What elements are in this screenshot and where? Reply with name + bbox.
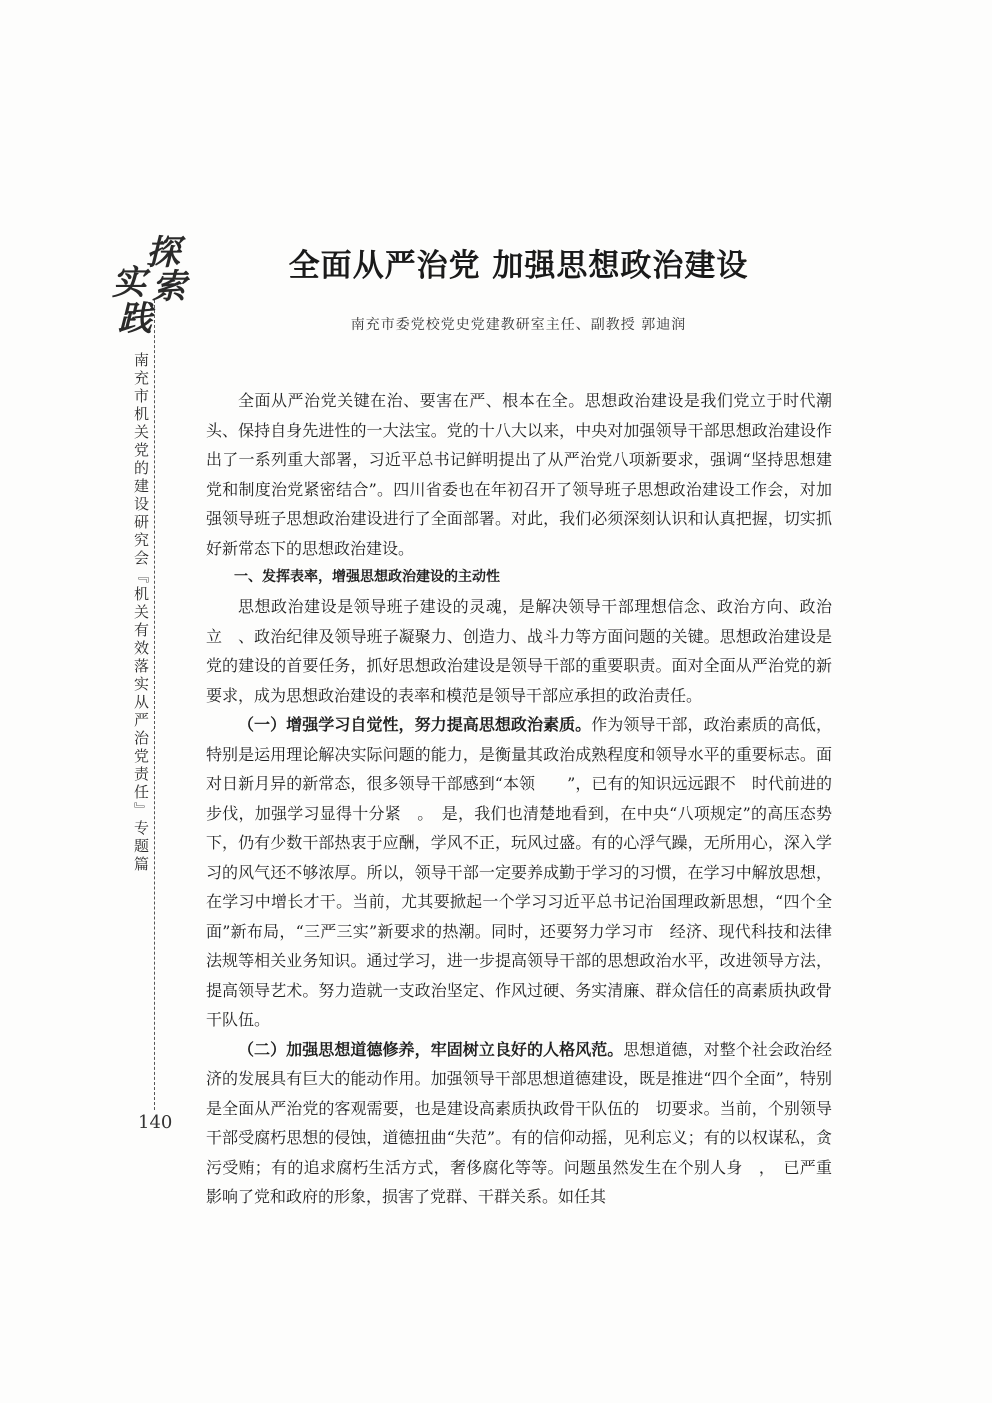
page-number: 140 <box>138 1112 173 1133</box>
brand-char-3: 实 <box>112 263 146 303</box>
brand-char-1: 探 <box>146 233 180 273</box>
subsection-2-paragraph <box>206 1035 832 1212</box>
subsection-1-heading: （一）增强学习自觉性，努力提高思想政治素质。 <box>238 715 592 734</box>
article-author: 南充市委党校党史党建教研室主任、副教授 郭迪润 <box>350 317 687 333</box>
column-vertical-title: 南充市机关党的建设研究会『机关有效落实从严治党责任』专题篇 <box>132 352 150 874</box>
column-brand-logo <box>112 233 186 340</box>
article-title: 全面从严治党 加强思想政治建设 <box>288 248 749 284</box>
sidebar-dashed-rule <box>154 300 155 1110</box>
article-body <box>206 386 832 1212</box>
brand-char-2: 索 <box>152 267 186 307</box>
subsection-1-paragraph <box>206 710 832 1035</box>
subsection-1-text: 作为领导干部，政治素质的高低，特别是运用理论解决实际问题的能力，是衡量其政治成熟程度和领导水平的重要标志。面对日新月异的新常态，很多领导干部感到“本领 ”，已有的知识远远跟不 时代前进的步伐，加强学习显得十分紧 。 是，我们也清楚地看到，在中央“八项规定”的高压态势下，仍有少数干部热衷于应酬，学风不正，玩风过盛。有的心浮气躁，无所用心，深入学习的风气还不够浓厚。所以，领导干部一定要养成勤于学习的习惯，在学习中解放思想，在学习中增长才干。当前，尤其要掀起一个学习习近平总书记治国理政新思想，“四个全面”新布局，“三严三实”新要求的热潮。同时，还要努力学习市 经济、现代科技和法律法规等相关业务知识。通过学习，进一步提高领导干部的思想政治水平，改进领导方法，提高领导艺术。努力造就一支政治坚定、作风过硬、务实清廉、群众信任的高素质执政骨干队伍。 <box>206 715 832 1029</box>
section-heading: 一、发挥表率，增强思想政治建设的主动性 <box>234 569 500 585</box>
brand-char-4: 践 <box>118 299 152 339</box>
intro-paragraph: 全面从严治党关键在治、要害在严、根本在全。思想政治建设是我们党立于时代潮头、保持自身先进性的一大法宝。党的十八大以来，中央对加强领导干部思想政治建设作出了一系列重大部署，习近平总书记鲜明提出了从严治党八项新要求，强调“坚持思想建党和制度治党紧密结合”。四川省委也在年初召开了领导班子思想政治建设工作会，对加强领导班子思想政治建设进行了全面部署。对此，我们必须深刻认识和认真把握，切实抓好新常态下的思想政治建设。 <box>206 391 832 558</box>
section-paragraph: 思想政治建设是领导班子建设的灵魂，是解决领导干部理想信念、政治方向、政治立 、政治纪律及领导班子凝聚力、创造力、战斗力等方面问题的关键。思想政治建设是党的建设的首要任务，抓好思想政治建设是领导干部的重要职责。面对全面从严治党的新要求，成为思想政治建设的表率和模范是领导干部应承担的政治责任。 <box>206 597 832 705</box>
subsection-2-text: 思想道德，对整个社会政治经济的发展具有巨大的能动作用。加强领导干部思想道德建设，既是推进“四个全面”，特别是全面从严治党的客观需要，也是建设高素质执政骨干队伍的 切要求。当前，个别领导干部受腐朽思想的侵蚀，道德扭曲“失范”。有的信仰动摇，见利忘义；有的以权谋私，贪污受贿；有的追求腐朽生活方式，奢侈腐化等等。问题虽然发生在个别人身 ， 已严重影响了党和政府的形象，损害了党群、干群关系。如任其 <box>206 1039 832 1206</box>
subsection-2-heading: （二）加强思想道德修养，牢固树立良好的人格风范。 <box>238 1039 624 1059</box>
